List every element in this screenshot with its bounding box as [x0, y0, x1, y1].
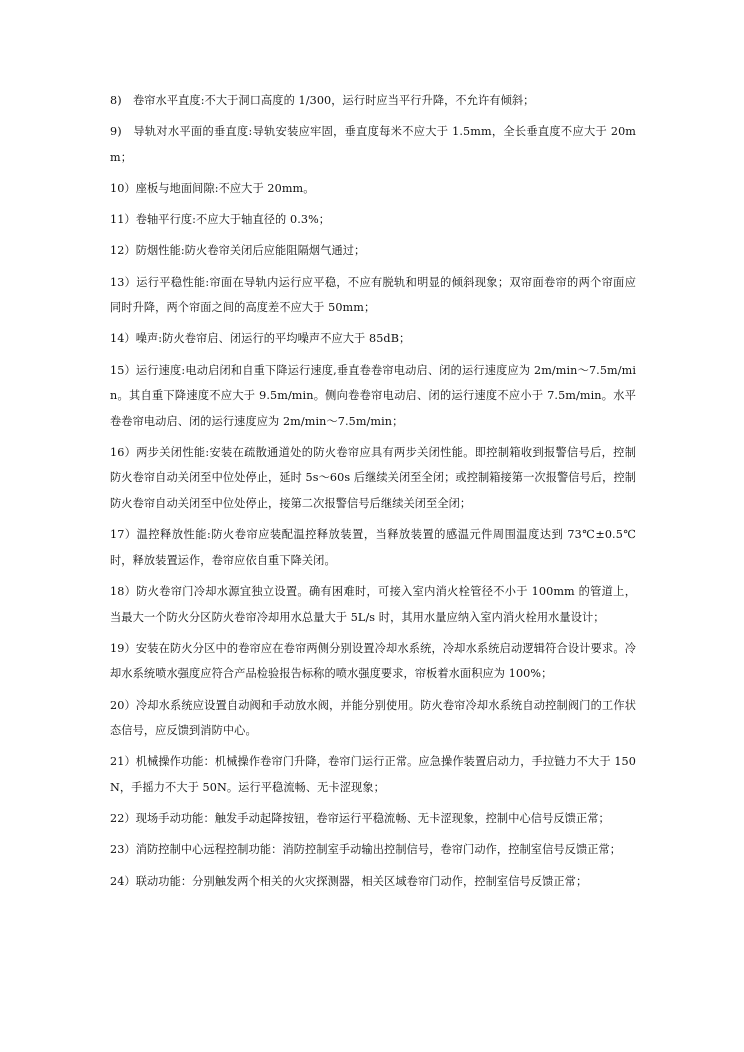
paragraph-8: 8) 卷帘水平直度:不大于洞口高度的 1/300，运行时应当平行升降，不允许有倾斜；: [110, 94, 535, 107]
paragraph-21: 21）机械操作功能：机械操作卷帘门升降，卷帘门运行正常。应急操作装置启动力，手拉链力不大于 150N，手摇力不大于 50N。运行平稳流畅、无卡涩现象；: [110, 755, 636, 794]
paragraph-18: 18）防火卷帘门冷却水源宜独立设置。确有困难时，可接入室内消火栓管径不小于 100mm 的管道上，当最大一个防火分区防火卷帘冷却用水总量大于 5L/s 时，其用水量应纳入室内消火栓用水量设计；: [110, 585, 636, 624]
document-page: [110, 88, 636, 900]
paragraph-9: 9) 导轨对水平面的垂直度:导轨安装应牢固，垂直度每米不应大于 1.5mm，全长垂直度不应大于 20mm；: [110, 125, 636, 164]
paragraph-10: 10）座板与地面间隙:不应大于 20mm。: [110, 181, 315, 195]
paragraph-20: 20）冷却水系统应设置自动阀和手动放水阀，并能分别使用。防火卷帘冷却水系统自动控制阀门的工作状态信号，应反馈到消防中心。: [110, 698, 636, 738]
paragraph-13: 13）运行平稳性能:帘面在导轨内运行应平稳，不应有脱轨和明显的倾斜现象；双帘面卷帘的两个帘面应同时升降，两个帘面之间的高度差不应大于 50mm；: [110, 275, 636, 315]
paragraph-19: 19）安装在防火分区中的卷帘应在卷帘两侧分别设置冷却水系统，冷却水系统启动逻辑符合设计要求。冷却水系统喷水强度应符合产品检验报告标称的喷水强度要求，帘板着水面积应为 100%；: [110, 641, 636, 681]
paragraph-23: 23）消防控制中心远程控制功能：消防控制室手动输出控制信号，卷帘门动作，控制室信号反馈正常；: [110, 843, 622, 857]
paragraph-14: 14）噪声:防火卷帘启、闭运行的平均噪声不应大于 85dB；: [110, 332, 411, 346]
paragraph-11: 11）卷轴平行度:不应大于轴直径的 0.3%；: [110, 213, 331, 227]
paragraph-22: 22）现场手动功能：触发手动起降按钮，卷帘运行平稳流畅、无卡涩现象，控制中心信号反馈正常；: [110, 812, 610, 826]
paragraph-17: 17）温控释放性能:防火卷帘应装配温控释放装置，当释放装置的感温元件周围温度达到 73℃±0.5℃时，释放装置运作，卷帘应依自重下降关闭。: [110, 528, 636, 567]
paragraph-24: 24）联动功能：分别触发两个相关的火灾探测器，相关区域卷帘门动作，控制室信号反馈正常；: [110, 874, 588, 888]
paragraph-12: 12）防烟性能:防火卷帘关闭后应能阻隔烟气通过；: [110, 244, 366, 258]
paragraph-16: 16）两步关闭性能:安装在疏散通道处的防火卷帘应具有两步关闭性能。即控制箱收到报警信号后，控制防火卷帘自动关闭至中位处停止，延时 5s～60s 后继续关闭至全闭；或控制箱接第一次报警信号后，控制防火卷帘自动关闭至中位处停止，接第二次报警信号后继续关闭至全闭；: [110, 445, 637, 511]
paragraph-15: 15）运行速度:电动启闭和自重下降运行速度,垂直卷卷帘电动启、闭的运行速度应为 2m/min～7.5m/min。其自重下降速度不应大于 9.5m/min。侧向卷卷帘电动启、闭的运行速度不应小于 7.5m/min。水平卷卷帘电动启、闭的运行速度应为 2m/min～7.5m/min；: [110, 363, 636, 428]
